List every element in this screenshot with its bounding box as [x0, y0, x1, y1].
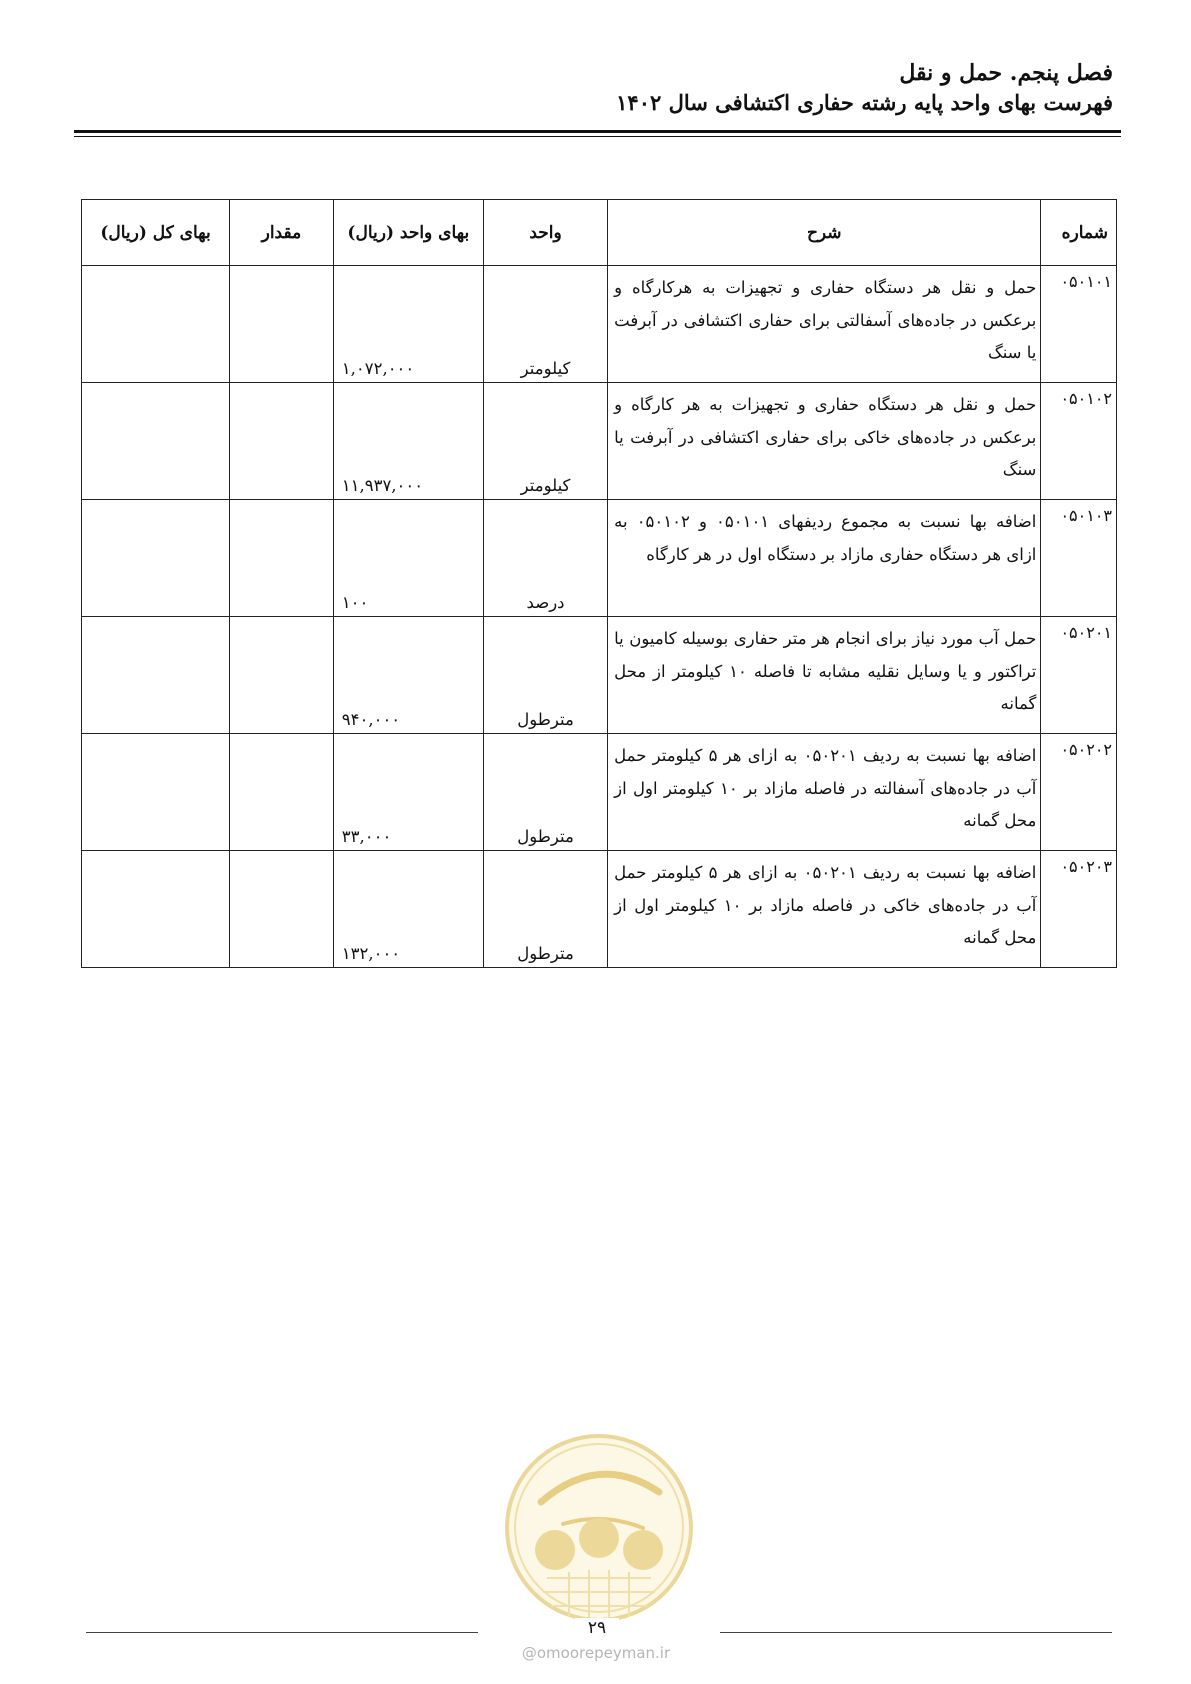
- table-row: [82, 500, 1117, 617]
- row-quantity: [230, 851, 334, 968]
- row-number: ۰۵۰۲۰۱: [1041, 617, 1117, 734]
- price-list-table: [81, 199, 1117, 968]
- row-number: ۰۵۰۱۰۱: [1041, 266, 1117, 383]
- row-description: حمل آب مورد نیاز برای انجام هر متر حفاری بوسیله کامیون یا تراکتور و یا وسایل نقلیه مشابه تا فاصله ۱۰ کیلومتر از محل گمانه: [608, 617, 1041, 734]
- row-unit-price: ۱۰۰: [333, 500, 483, 617]
- row-number: ۰۵۰۱۰۲: [1041, 383, 1117, 500]
- row-total-price: [82, 266, 230, 383]
- row-total-price: [82, 617, 230, 734]
- table-row: [82, 617, 1117, 734]
- header-unit-price: بهای واحد (ریال): [333, 200, 483, 266]
- table-row: [82, 266, 1117, 383]
- header-description: شرح: [608, 200, 1041, 266]
- row-unit: مترطول: [483, 851, 607, 968]
- page-number: ۲۹: [575, 1618, 619, 1638]
- row-total-price: [82, 734, 230, 851]
- row-unit: کیلومتر: [483, 266, 607, 383]
- row-quantity: [230, 500, 334, 617]
- document-subtitle: فهرست بهای واحد پایه رشته حفاری اکتشافی سال ۱۴۰۲: [616, 90, 1113, 115]
- footer-rule-left: [86, 1632, 478, 1633]
- header-rule-thick: [74, 130, 1121, 133]
- row-total-price: [82, 500, 230, 617]
- row-total-price: [82, 383, 230, 500]
- row-unit-price: ۱,۰۷۲,۰۰۰: [333, 266, 483, 383]
- header-quantity: مقدار: [230, 200, 334, 266]
- row-unit-price: ۳۳,۰۰۰: [333, 734, 483, 851]
- row-total-price: [82, 851, 230, 968]
- header-total-price: بهای کل (ریال): [82, 200, 230, 266]
- row-number: ۰۵۰۱۰۳: [1041, 500, 1117, 617]
- table-row: [82, 383, 1117, 500]
- row-quantity: [230, 266, 334, 383]
- row-quantity: [230, 734, 334, 851]
- row-description: اضافه بها نسبت به ردیف ۰۵۰۲۰۱ به ازای هر ۵ کیلومتر حمل آب در جاده‌های آسفالته در فاصله مازاد بر ۱۰ کیلومتر اول از محل گمانه: [608, 734, 1041, 851]
- row-quantity: [230, 383, 334, 500]
- row-description: حمل و نقل هر دستگاه حفاری و تجهیزات به هرکارگاه و برعکس در جاده‌های آسفالتی برای حفاری اکتشافی در آبرفت یا سنگ: [608, 266, 1041, 383]
- page-header: [73, 58, 1113, 118]
- header-rule-thin: [74, 136, 1121, 137]
- row-quantity: [230, 617, 334, 734]
- table-header-row: [82, 200, 1117, 266]
- footer-rule-right: [720, 1632, 1112, 1633]
- header-number: شماره: [1041, 200, 1117, 266]
- row-number: ۰۵۰۲۰۳: [1041, 851, 1117, 968]
- table-row: [82, 851, 1117, 968]
- row-unit: کیلومتر: [483, 383, 607, 500]
- chapter-title: فصل پنجم. حمل و نقل: [899, 60, 1113, 86]
- row-unit: درصد: [483, 500, 607, 617]
- table-row: [82, 734, 1117, 851]
- row-description: اضافه بها نسبت به ردیف ۰۵۰۲۰۱ به ازای هر ۵ کیلومتر حمل آب در جاده‌های خاکی در فاصله مازاد بر ۱۰ کیلومتر اول از محل گمانه: [608, 851, 1041, 968]
- row-description: حمل و نقل هر دستگاه حفاری و تجهیزات به هر کارگاه و برعکس در جاده‌های خاکی برای حفاری اکتشافی در آبرفت یا سنگ: [608, 383, 1041, 500]
- row-unit-price: ۱۳۲,۰۰۰: [333, 851, 483, 968]
- watermark-logo: [503, 1432, 695, 1624]
- header-unit: واحد: [483, 200, 607, 266]
- watermark-site: @omoorepeyman.ir: [521, 1644, 671, 1662]
- row-unit: مترطول: [483, 617, 607, 734]
- row-number: ۰۵۰۲۰۲: [1041, 734, 1117, 851]
- row-unit: مترطول: [483, 734, 607, 851]
- row-unit-price: ۱۱,۹۳۷,۰۰۰: [333, 383, 483, 500]
- row-description: اضافه بها نسبت به مجموع ردیفهای ۰۵۰۱۰۱ و ۰۵۰۱۰۲ به ازای هر دستگاه حفاری مازاد بر دستگاه اول در هر کارگاه: [608, 500, 1041, 617]
- row-unit-price: ۹۴۰,۰۰۰: [333, 617, 483, 734]
